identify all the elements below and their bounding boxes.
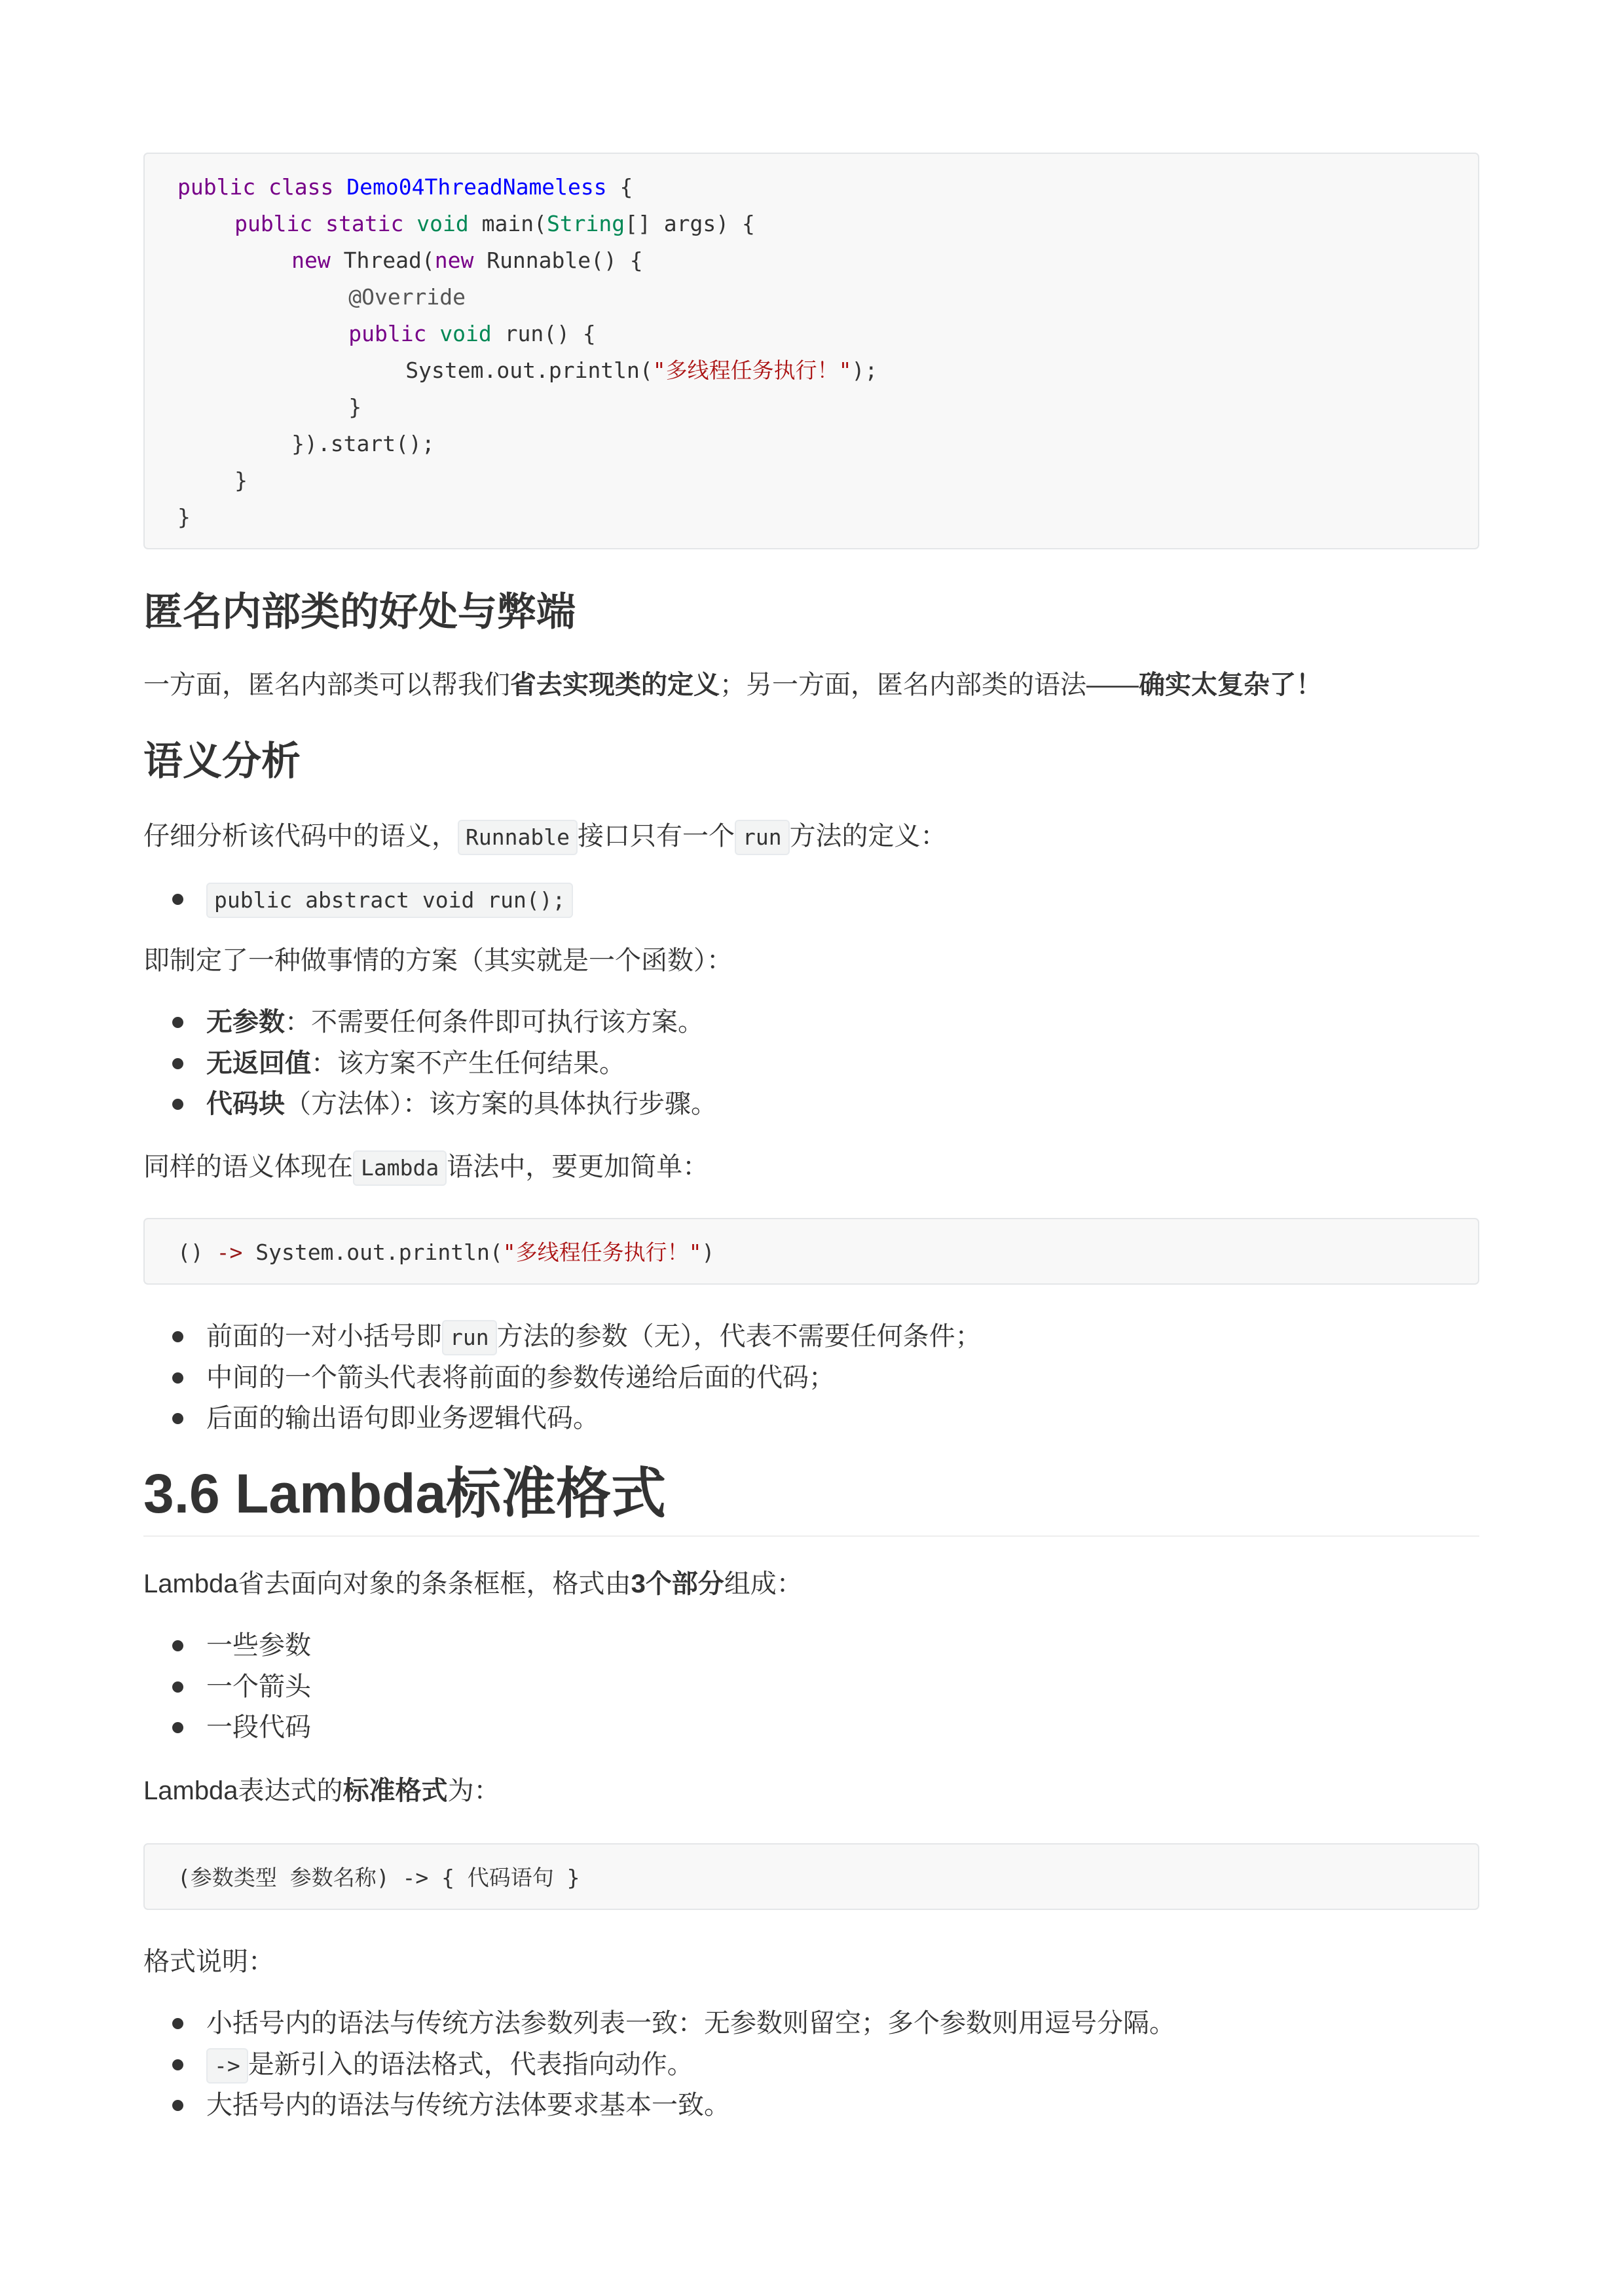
code-token-string: "多线程任务执行！" xyxy=(502,1239,702,1265)
text-segment: 一些参数 xyxy=(206,1631,311,1660)
inline-code: -> xyxy=(206,2048,248,2084)
code-token-indent xyxy=(177,394,348,420)
code-token-type: void xyxy=(439,321,492,346)
code-token-plain: [] args) { xyxy=(625,211,755,236)
code-line xyxy=(177,242,1445,279)
text-segment: 接口只有一个 xyxy=(577,822,735,851)
list-lambda-parts-explained xyxy=(143,1316,1479,1439)
code-token-plain: System.out.println( xyxy=(405,358,653,383)
list-item xyxy=(143,1625,1479,1666)
paragraph-standard-format xyxy=(143,1771,1479,1811)
bold-text: 3个部分 xyxy=(631,1570,724,1598)
text-segment: 中间的一个箭头代表将前面的参数传递给后面的代码； xyxy=(206,1363,835,1392)
bold-text: 省去实现类的定义 xyxy=(510,670,720,699)
code-token-plain: Runnable() { xyxy=(473,248,643,273)
code-token-indent xyxy=(177,358,405,383)
text-segment: 组成： xyxy=(724,1570,803,1598)
code-token-keyword: public xyxy=(348,321,427,346)
paragraph-plan xyxy=(143,940,1479,981)
list-item xyxy=(143,1043,1479,1084)
code-token-keyword: new xyxy=(291,248,331,273)
code-token-indent xyxy=(177,248,291,273)
code-line xyxy=(177,426,1445,462)
code-token-plain: ); xyxy=(851,358,878,383)
list-item xyxy=(143,1002,1479,1043)
text-segment: 大括号内的语法与传统方法体要求基本一致。 xyxy=(206,2091,730,2120)
list-item xyxy=(143,2003,1479,2044)
list-item xyxy=(143,2044,1479,2085)
code-token-indent xyxy=(177,211,234,236)
text-segment: ；另一方面，匿名内部类的语法—— xyxy=(720,670,1139,699)
heading-semantics: 语义分析 xyxy=(143,739,301,783)
code-token-plain xyxy=(426,321,439,346)
bold-text: 无返回值 xyxy=(206,1048,311,1078)
inline-code: Lambda xyxy=(353,1150,447,1186)
text-segment: 方法的参数（无），代表不需要任何条件； xyxy=(496,1322,982,1351)
code-token-plain: () xyxy=(177,1239,217,1265)
list-item xyxy=(143,1316,1479,1357)
bold-text: 确实太复杂了！ xyxy=(1139,670,1322,699)
code-token-plain: { xyxy=(606,174,633,200)
bold-text: 标准格式 xyxy=(342,1776,448,1805)
code-token-keyword: public static xyxy=(234,211,404,236)
code-line xyxy=(177,1234,1445,1271)
code-token-indent xyxy=(177,468,234,493)
code-token-plain: run() { xyxy=(491,321,596,346)
text-segment: 后面的输出语句即业务逻辑代码。 xyxy=(206,1404,599,1433)
code-token-plain: } xyxy=(348,394,362,420)
text-segment: 语法中，要更加简单： xyxy=(447,1152,709,1181)
list-item xyxy=(143,1707,1479,1748)
list-plan-properties xyxy=(143,1002,1479,1125)
paragraph-three-parts xyxy=(143,1564,1479,1604)
code-token-plain: System.out.println( xyxy=(242,1239,503,1265)
code-token-plain: } xyxy=(234,468,248,493)
code-token-indent xyxy=(177,284,348,310)
heading-lambda-standard-format: 3.6 Lambda标准格式 xyxy=(143,1461,1479,1537)
list-item xyxy=(143,1398,1479,1439)
text-segment: Lambda表达式的 xyxy=(143,1776,343,1805)
text-segment: 即制定了一种做事情的方案（其实就是一个函数）： xyxy=(143,946,733,975)
paragraph-format-notes xyxy=(143,1941,1479,1982)
text-segment: 一方面，匿名内部类可以帮我们 xyxy=(143,670,510,699)
code-token-plain: }).start(); xyxy=(291,431,435,456)
inline-code: run xyxy=(442,1320,497,1355)
code-token-plain: (参数类型 参数名称) -> { 代码语句 } xyxy=(177,1865,580,1890)
text-segment: ：该方案不产生任何结果。 xyxy=(311,1048,625,1078)
paragraph-semantics xyxy=(143,816,1479,856)
text-segment: 是新引入的语法格式，代表指向动作。 xyxy=(248,2049,693,2079)
text-segment: 格式说明： xyxy=(143,1947,274,1976)
list-item xyxy=(143,879,1479,920)
list-item xyxy=(143,1084,1479,1125)
text-segment: 一段代码 xyxy=(206,1713,311,1742)
code-line xyxy=(177,169,1445,206)
code-token-indent xyxy=(177,321,348,346)
code-line xyxy=(177,499,1445,536)
code-line xyxy=(177,1860,1445,1896)
code-token-indent xyxy=(177,431,291,456)
code-line xyxy=(177,316,1445,352)
bold-text: 无参数 xyxy=(206,1008,285,1037)
list-format-notes xyxy=(143,2003,1479,2126)
code-line xyxy=(177,279,1445,316)
text-segment: 小括号内的语法与传统方法参数列表一致：无参数则留空；多个参数则用逗号分隔。 xyxy=(206,2009,1175,2038)
text-segment: ：不需要任何条件即可执行该方案。 xyxy=(285,1008,704,1037)
paragraph-lambda-intro xyxy=(143,1147,1479,1187)
text-segment: Lambda省去面向对象的条条框框，格式由 xyxy=(143,1570,631,1598)
code-line xyxy=(177,206,1445,242)
code-line xyxy=(177,462,1445,499)
code-token-plain: } xyxy=(177,504,191,530)
code-token-meta: @Override xyxy=(348,284,466,310)
text-segment: 一个箭头 xyxy=(206,1672,311,1701)
bold-text: 代码块 xyxy=(206,1090,285,1119)
code-token-type: void xyxy=(416,211,469,236)
code-token-def: Demo04ThreadNameless xyxy=(346,174,607,200)
code-token-plain: Thread( xyxy=(330,248,435,273)
list-item xyxy=(143,1357,1479,1399)
code-block-thread-demo xyxy=(143,153,1479,549)
text-segment: 前面的一对小括号即 xyxy=(206,1322,442,1351)
code-block-standard-format xyxy=(143,1843,1479,1910)
inline-code: run xyxy=(735,820,790,855)
paragraph-pros-cons xyxy=(143,665,1479,705)
list-method-signature xyxy=(143,879,1479,920)
code-line xyxy=(177,352,1445,389)
text-segment: 仔细分析该代码中的语义， xyxy=(143,822,458,851)
code-token-operator: -> xyxy=(216,1239,243,1265)
code-token-keyword: new xyxy=(434,248,474,273)
code-token-plain xyxy=(333,174,346,200)
inline-code: public abstract void run(); xyxy=(206,883,573,918)
list-item xyxy=(143,1666,1479,1708)
code-token-type: String xyxy=(546,211,625,236)
text-segment: 方法的定义： xyxy=(789,822,947,851)
code-token-string: "多线程任务执行！" xyxy=(652,358,852,383)
code-token-keyword: public class xyxy=(177,174,334,200)
code-token-plain: ) xyxy=(701,1239,715,1265)
inline-code: Runnable xyxy=(458,820,578,855)
list-three-parts xyxy=(143,1625,1479,1748)
heading-pros-cons: 匿名内部类的好处与弊端 xyxy=(143,590,576,634)
code-block-lambda-example xyxy=(143,1218,1479,1285)
list-item xyxy=(143,2085,1479,2126)
text-segment: （方法体）：该方案的具体执行步骤。 xyxy=(285,1090,717,1119)
code-token-plain: main( xyxy=(468,211,547,236)
code-line xyxy=(177,389,1445,426)
text-segment: 同样的语义体现在 xyxy=(143,1152,353,1181)
text-segment: 为： xyxy=(447,1776,500,1805)
code-token-plain xyxy=(403,211,416,236)
